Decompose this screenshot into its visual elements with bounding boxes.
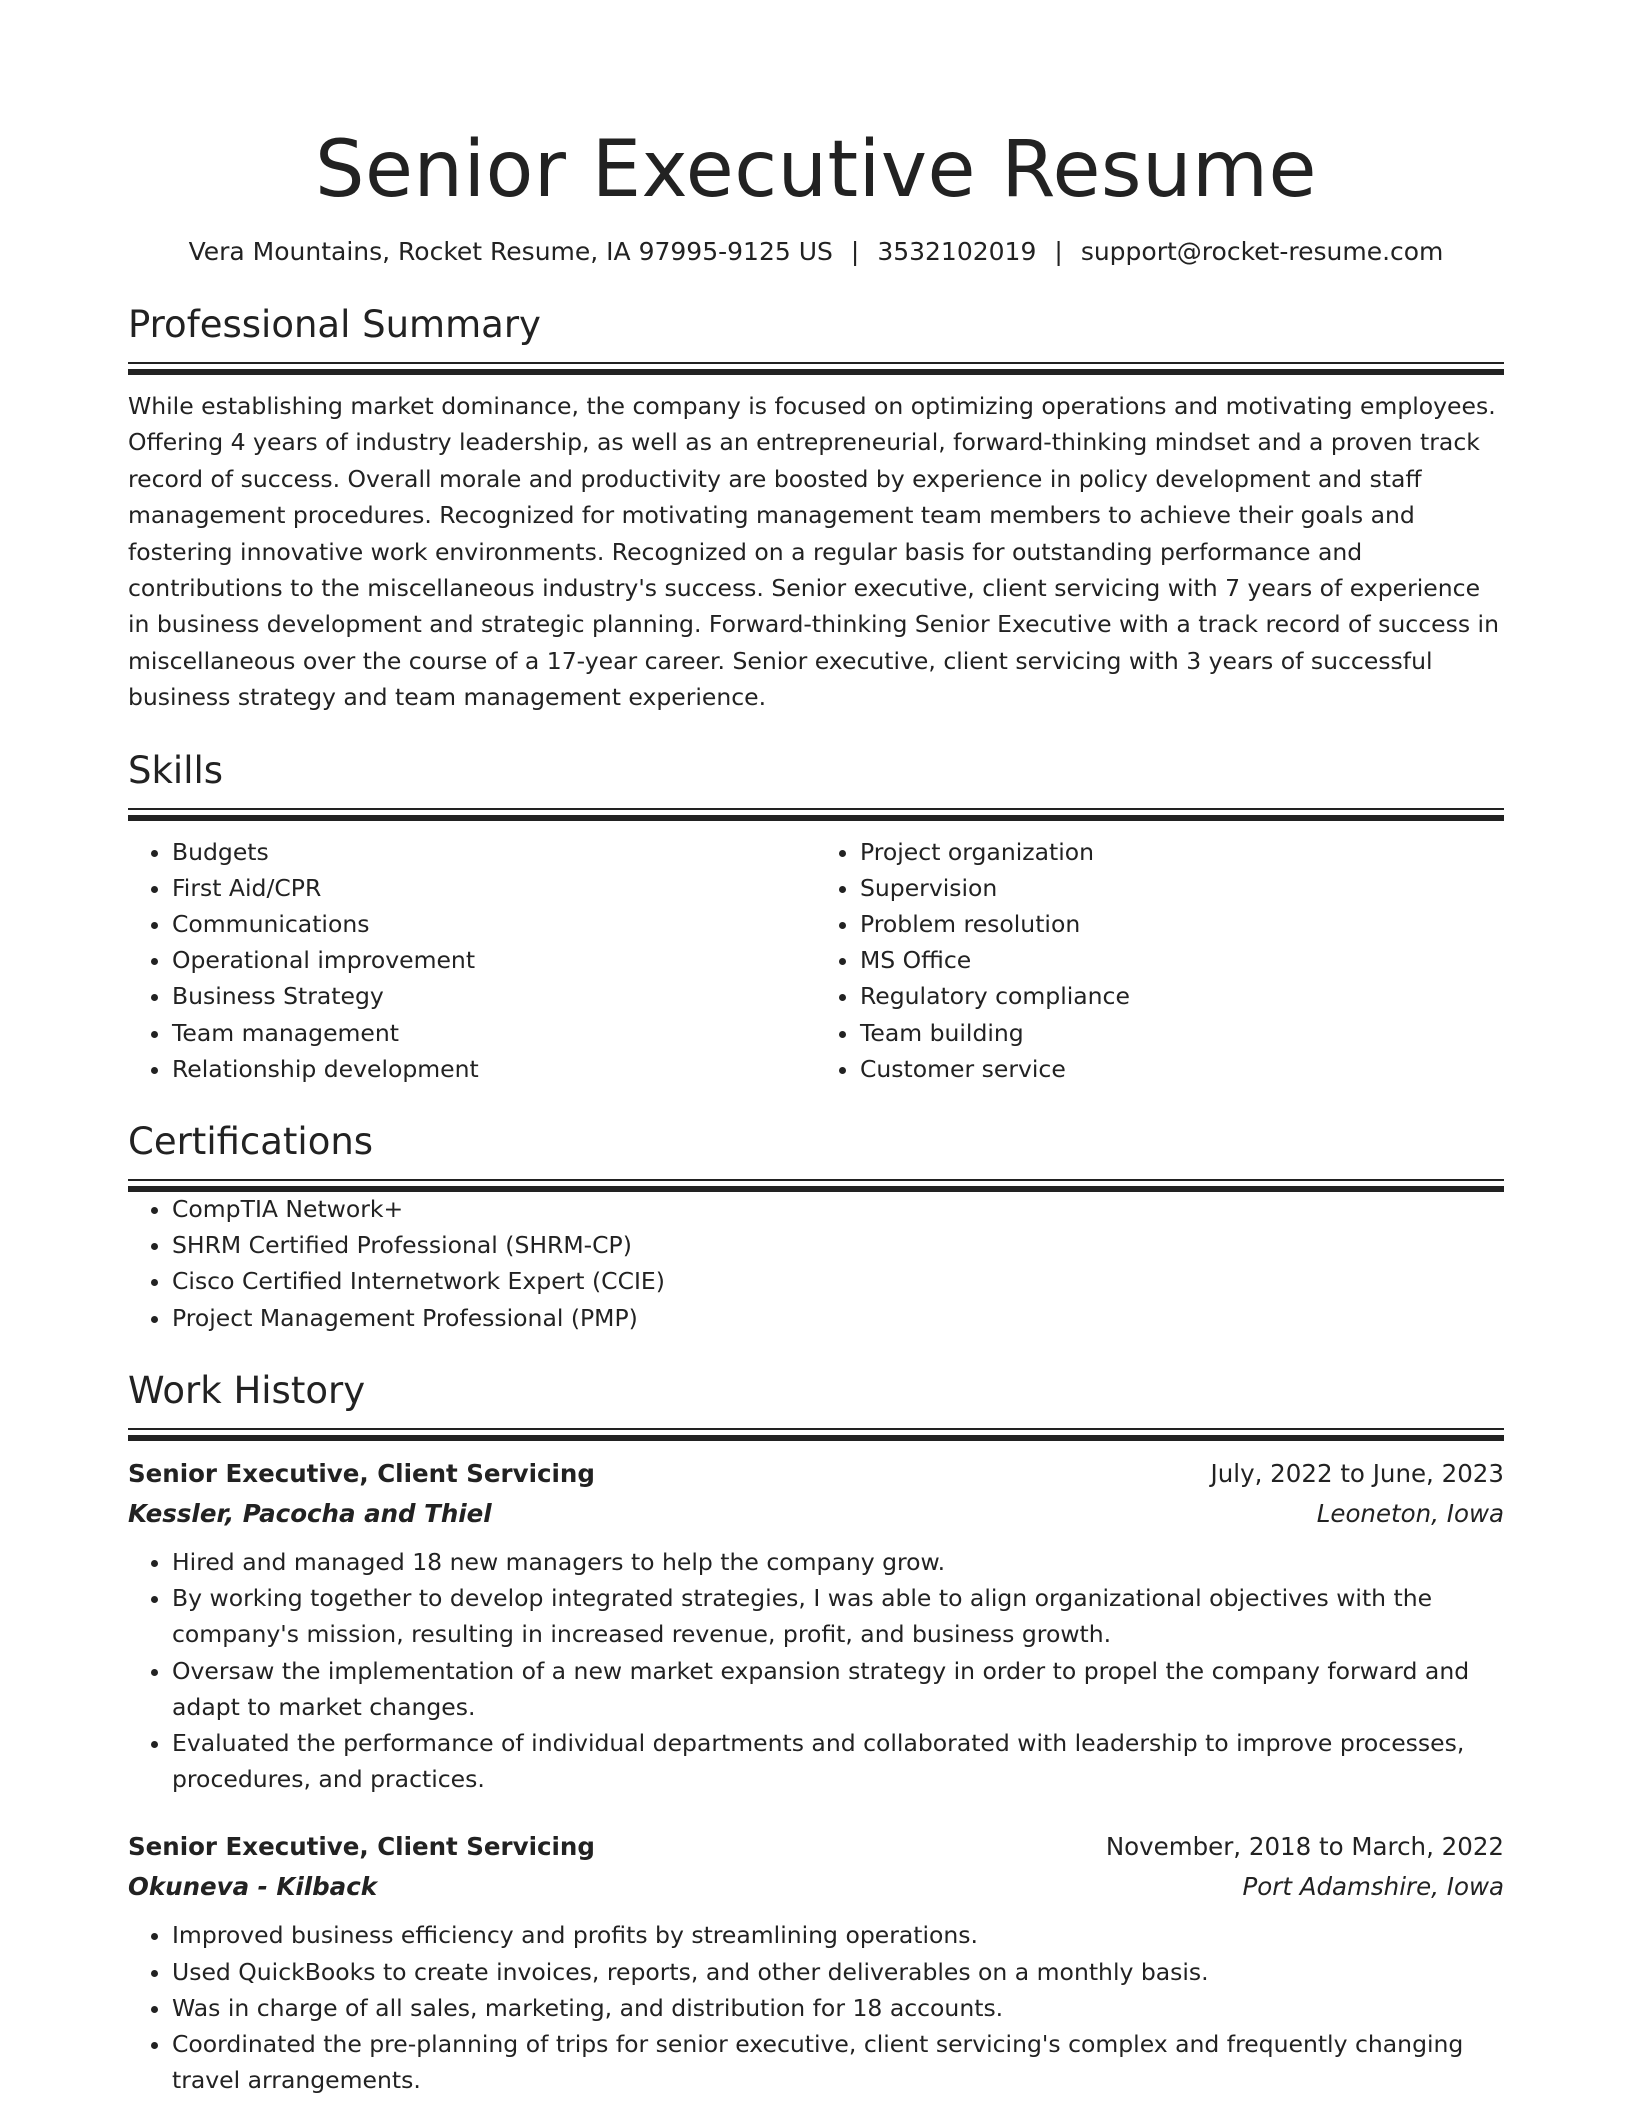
job-title: Senior Executive, Client Servicing (128, 1458, 595, 1488)
job-title-row (128, 1454, 1504, 1494)
skill-item: • Problem resolution (860, 906, 1504, 942)
skill-item: • Communications (172, 906, 816, 942)
job-duty-item: • Was in charge of all sales, marketing, and distribution for 18 accounts. (172, 1990, 1504, 2026)
skills-heading: Skills (128, 748, 224, 792)
skill-item: • Regulatory compliance (860, 978, 1504, 1014)
job-duty-item: • Coordinated the pre-planning of trips for senior executive, client servicing's complex and frequently changing travel arrangements. (172, 2026, 1504, 2098)
contact-separator: | (850, 237, 860, 266)
job-company: Kessler, Pacocha and Thiel (128, 1498, 492, 1528)
skill-item: • Customer service (860, 1051, 1504, 1087)
section-divider (128, 1428, 1504, 1440)
contact-line (128, 234, 1504, 270)
job-duty-item: • Improved business efficiency and profits by streamlining operations. (172, 1917, 1504, 1953)
job-title-row (128, 1827, 1504, 1867)
work-history-section-header (128, 1366, 1504, 1440)
skill-item: • Business Strategy (172, 978, 816, 1014)
skill-item: • First Aid/CPR (172, 870, 816, 906)
skills-list (128, 834, 1504, 1087)
job-duty-item: • Used QuickBooks to create invoices, reports, and other deliverables on a monthly basis. (172, 1954, 1504, 1990)
job-entry (128, 1827, 1504, 2098)
certification-item: • SHRM Certified Professional (SHRM-CP) (172, 1227, 1504, 1263)
job-dates: July, 2022 to June, 2023 (1210, 1458, 1504, 1488)
certifications-section-header (128, 1117, 1504, 1191)
job-company-row (128, 1494, 1504, 1534)
certifications-heading: Certifications (128, 1120, 374, 1164)
section-divider (128, 362, 1504, 374)
skill-item: • Supervision (860, 870, 1504, 906)
job-duty-item: • Hired and managed 18 new managers to help the company grow. (172, 1544, 1504, 1580)
certification-item: • Project Management Professional (PMP) (172, 1300, 1504, 1336)
summary-heading: Professional Summary (128, 303, 541, 346)
job-duties-list (128, 1917, 1504, 2098)
skill-item: • Project organization (860, 834, 1504, 870)
job-company-row (128, 1867, 1504, 1907)
certification-item: • Cisco Certified Internetwork Expert (CCIE) (172, 1263, 1504, 1299)
work-history-heading: Work History (128, 1368, 366, 1412)
job-duty-item: • Evaluated the performance of individual departments and collaborated with leadership to improve processes, procedures, and practices. (172, 1725, 1504, 1797)
resume-title: Senior Executive Resume (315, 125, 1317, 215)
skills-section-header (128, 746, 1504, 820)
section-divider (128, 808, 1504, 820)
job-duty-item: • By working together to develop integrated strategies, I was able to align organizational objectives with the company's mission, resulting in increased revenue, profit, and business growth. (172, 1580, 1504, 1652)
skills-column-left (128, 834, 816, 1087)
skill-item: • Team management (172, 1015, 816, 1051)
skill-item: • Team building (860, 1015, 1504, 1051)
skills-column-right (816, 834, 1504, 1087)
certification-item: • CompTIA Network+ (172, 1191, 1504, 1227)
skill-item: • MS Office (860, 942, 1504, 978)
job-dates: November, 2018 to March, 2022 (1105, 1832, 1504, 1862)
contact-phone: 3532102019 (877, 237, 1037, 266)
section-divider (128, 1179, 1504, 1191)
contact-email: support@rocket-resume.com (1080, 237, 1444, 266)
job-location: Leoneton, Iowa (1316, 1498, 1504, 1528)
skill-item: • Operational improvement (172, 942, 816, 978)
job-entry (128, 1454, 1504, 1797)
skill-item: • Relationship development (172, 1051, 816, 1087)
job-location: Port Adamshire, Iowa (1242, 1872, 1504, 1902)
certifications-list (128, 1191, 1504, 1336)
job-company: Okuneva - Kilback (128, 1872, 378, 1902)
summary-text: While establishing market dominance, the company is focused on optimizing operations and motivating employees. Offering 4 years of industry leadership, as well as an entrepreneurial, forward-thinking mindset and a proven track record of success. Overall morale and productivity are boosted by experience in policy development and staff management procedures. Recognized for motivating management team members to achieve their goals and fostering innovative work environments. Recognized on a regular basis for outstanding performance and contributions to the miscellaneous industry's success. Senior executive, client servicing with 7 years of experience in business development and strategic planning. Forward-thinking Senior Executive with a track record of success in miscellaneous over the course of a 17-year career. Senior executive, client servicing with 3 years of successful business strategy and team management experience. (128, 392, 1499, 712)
contact-address: Vera Mountains, Rocket Resume, IA 97995-9125 US (188, 237, 833, 266)
job-title: Senior Executive, Client Servicing (128, 1832, 595, 1862)
job-duties-list (128, 1544, 1504, 1797)
job-duty-item: • Oversaw the implementation of a new market expansion strategy in order to propel the company forward and adapt to market changes. (172, 1653, 1504, 1725)
resume-page (128, 120, 1504, 2098)
contact-separator: | (1054, 237, 1063, 266)
summary-section-header (128, 300, 1504, 374)
skill-item: • Budgets (172, 834, 816, 870)
